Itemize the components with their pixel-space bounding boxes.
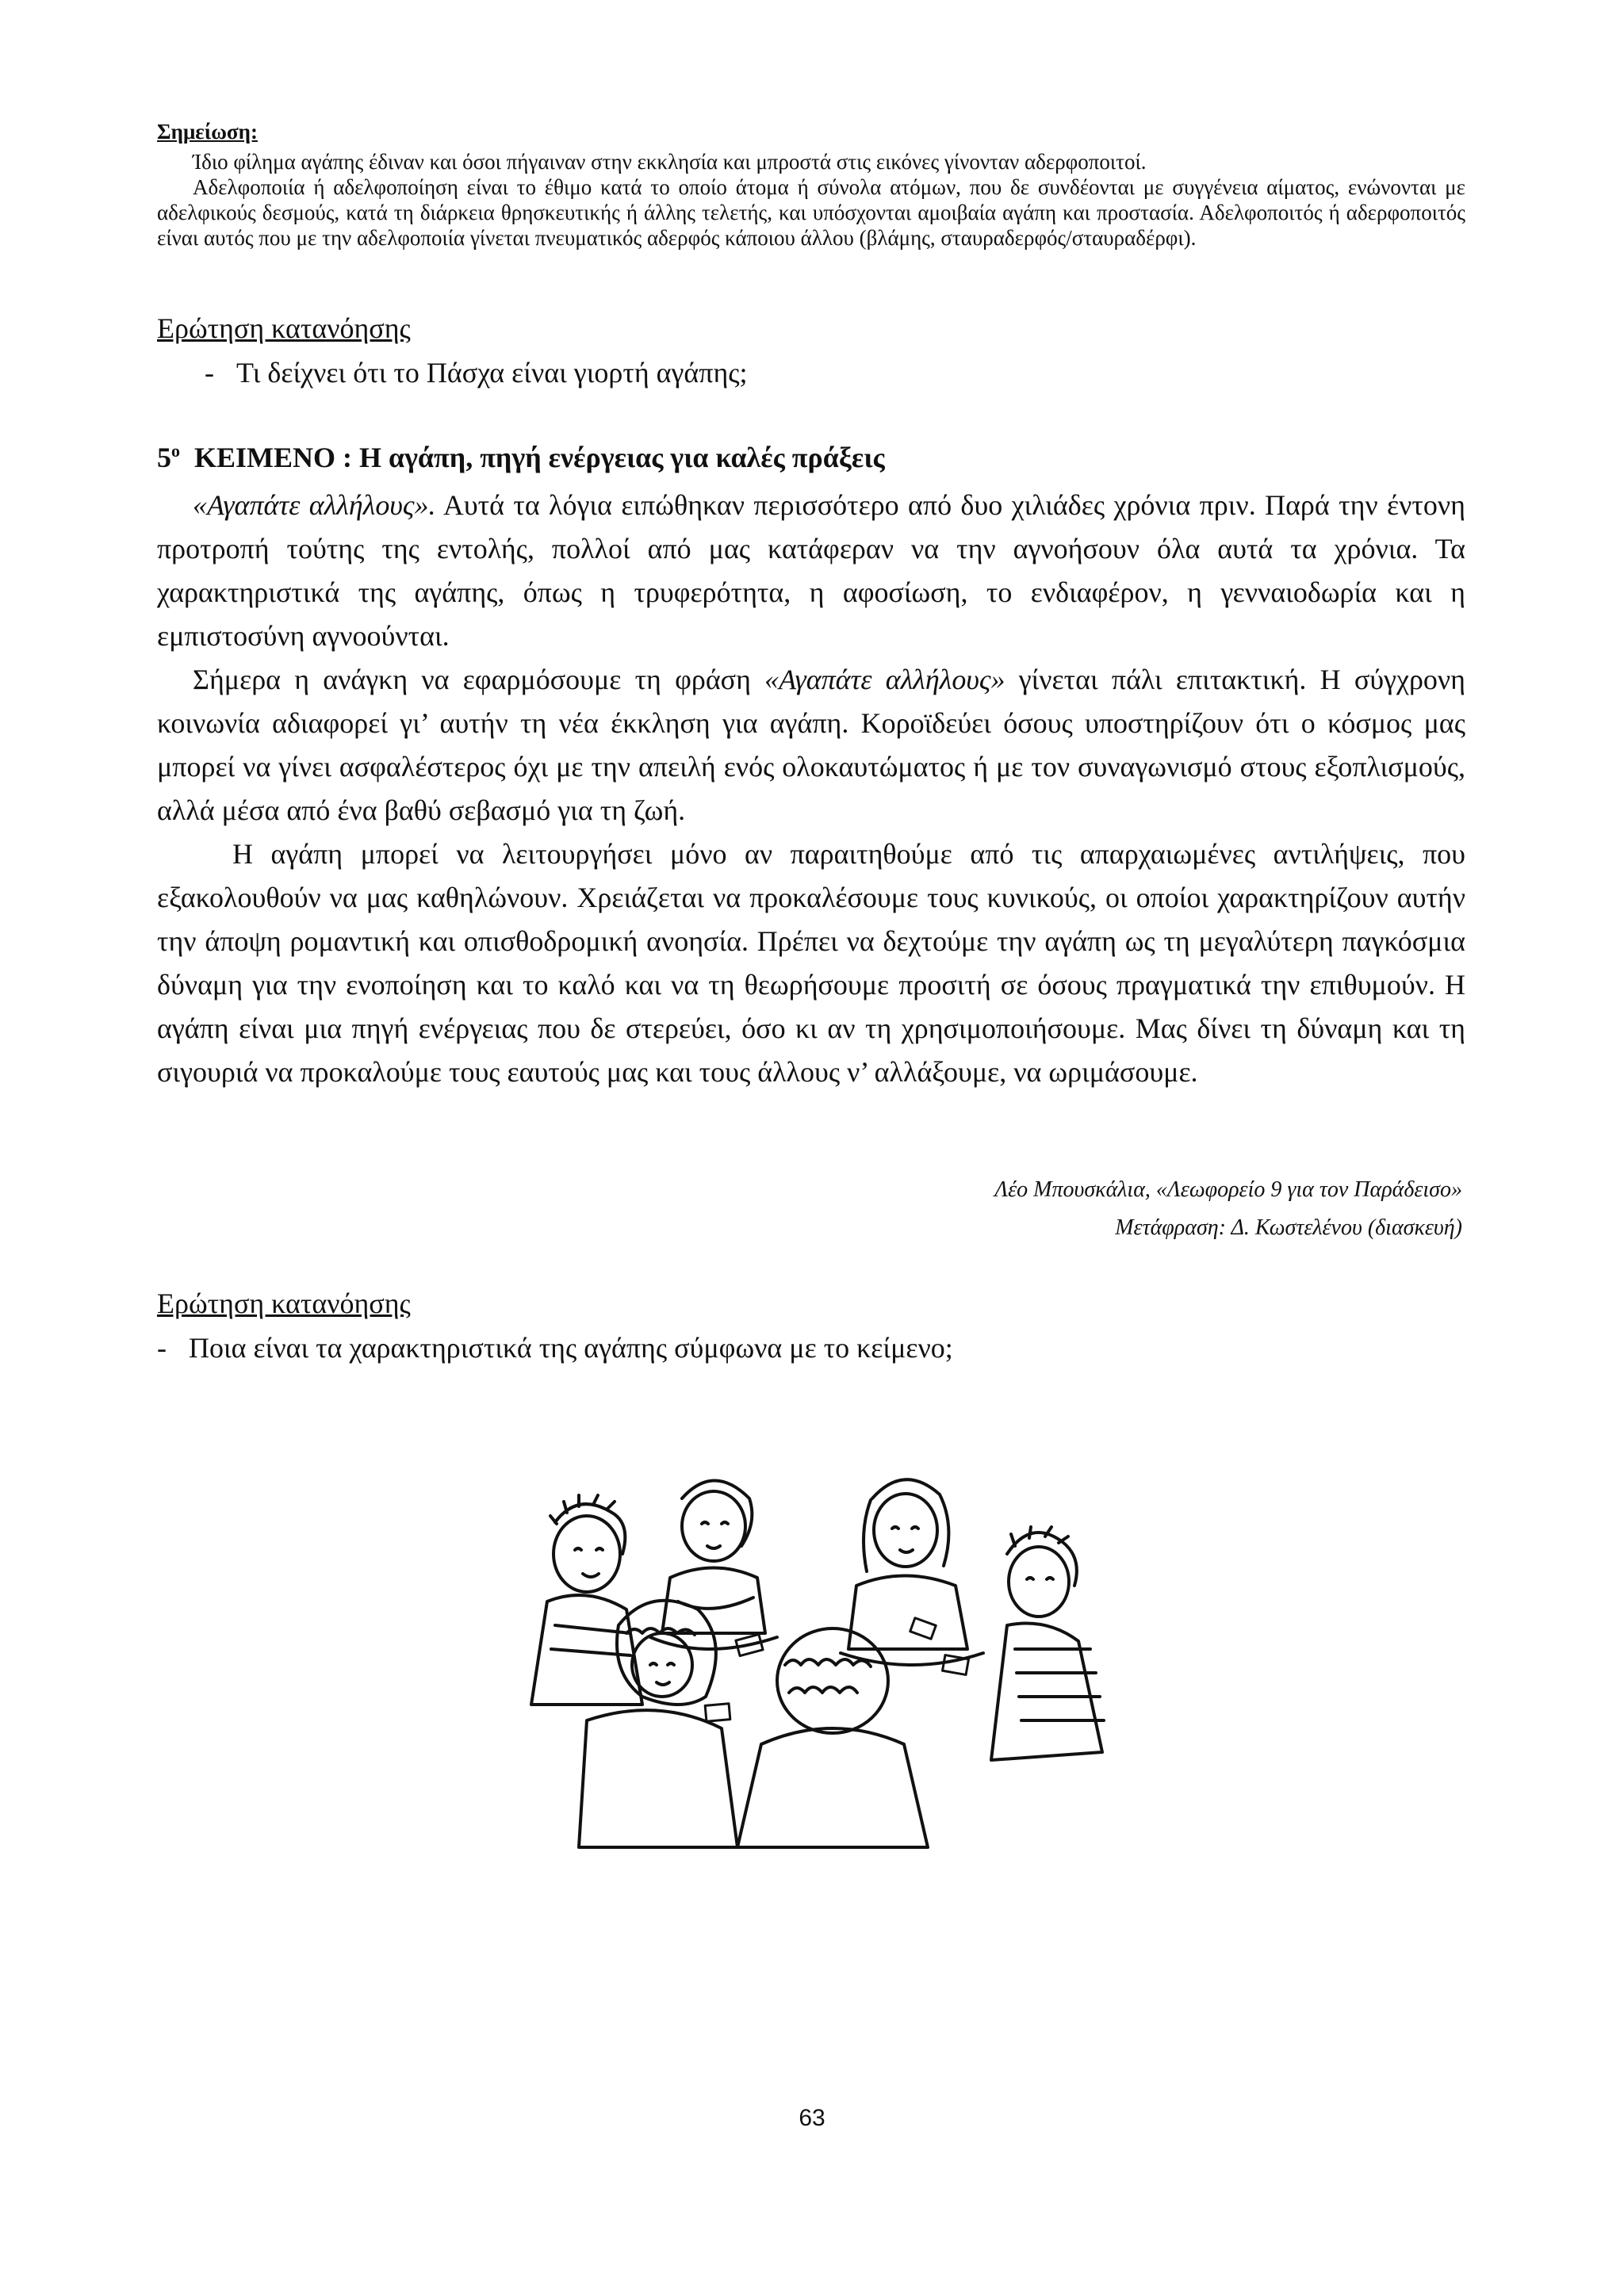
question-text: Τι δείχνει ότι το Πάσχα είναι γιορτή αγάπης; (236, 357, 748, 388)
ordinal-suffix: ο (171, 441, 180, 461)
list-dash: - (205, 357, 214, 388)
child-figure (991, 1527, 1104, 1760)
comprehension-question-heading: Ερώτηση κατανόησης (157, 1288, 411, 1319)
child-figure (737, 1628, 928, 1847)
note-heading: Σημείωση: (157, 120, 258, 144)
children-circle-illustration (500, 1467, 1134, 1879)
paragraph-2 (157, 658, 1465, 832)
paragraph-2-text: γίνεται πάλι επιτακτική. Η σύγχρονη κοινωνία αδιαφορεί γι’ αυτήν τη νέα έκκληση για αγάπη. Κοροϊδεύει όσους υποστηρίζουν ότι ο κόσμος μας μπορεί να γίνει ασφαλέστερος όχι με την απειλή ενός ολοκαυτώματος ή με τον συναγωνισμό στους εξοπλισμούς, αλλά μέσα από ένα βαθύ σεβασμό για τη ζωή. (157, 664, 1466, 826)
source-translation: Μετάφραση: Δ. Κωστελένου (διασκευή) (1115, 1215, 1462, 1240)
text-title (157, 438, 885, 477)
page-number: 63 (799, 2105, 825, 2131)
quote: «Αγαπάτε αλλήλους». (193, 489, 436, 521)
text-body (157, 484, 1465, 1094)
list-dash: - (157, 1332, 167, 1364)
quote: «Αγαπάτε αλλήλους» (764, 664, 1005, 695)
note-block (157, 119, 1465, 251)
paragraph-2-start: Σήμερα η ανάγκη να εφαρμόσουμε τη φράση (193, 664, 751, 695)
paragraph-3: Η αγάπη μπορεί να λειτουργήσει μόνο αν παραιτηθούμε από τις απαρχαιωμένες αντιλήψεις, που εξακολουθούν να μας καθηλώνουν. Χρειάζεται να προκαλέσουμε τους κυνικούς, οι οποίοι χαρακτηρίζουν αυτήν την άποψη ρομαντική και οπισθοδρομική ανοησία. Πρέπει να δεχτούμε την αγάπη ως τη μεγαλύτερη παγκόσμια δύναμη για την ενοποίηση και το καλό και να τη θεωρήσουμε προσιτή σε όσους πραγματικά την επιθυμούν. Η αγάπη είναι μια πηγή ενέργειας που δε στερεύει, όσο κι αν τη χρησιμοποιήσουμε. Μας δίνει τη δύναμη και τη σιγουριά να προκαλούμε τους εαυτούς μας και τους άλλους ν’ αλλάξουμε, να ωριμάσουμε. (157, 838, 1465, 1088)
question-text: Ποια είναι τα χαρακτηριστικά της αγάπης σύμφωνα με το κείμενο; (189, 1332, 953, 1364)
comprehension-question-item (205, 355, 748, 390)
comprehension-question-item (157, 1330, 953, 1365)
comprehension-question-heading: Ερώτηση κατανόησης (157, 312, 411, 344)
paragraph-1-text: Αυτά τα λόγια ειπώθηκαν περισσότερο από δυο χιλιάδες χρόνια πριν. Παρά την έντονη προτροπή τούτης της εντολής, πολλοί από μας κατάφεραν να την αγνοήσουν όλα αυτά τα χρόνια. Τα χαρακτηριστικά της αγάπης, όπως η τρυφερότητα, η αφοσίωση, το ενδιαφέρον, η γενναιοδωρία και η εμπιστοσύνη αγνοούνται. (157, 489, 1465, 652)
child-figure (579, 1601, 737, 1847)
paragraph-1 (157, 484, 1465, 658)
child-figure (650, 1481, 777, 1650)
source-author: Λέο Μπουσκάλια, «Λεωφορείο 9 για τον Παράδεισο» (994, 1177, 1462, 1202)
text-title-label: ΚΕΙΜΕΝΟ : Η αγάπη, πηγή ενέργειας για καλές πράξεις (194, 442, 885, 473)
note-paragraph: Αδελφοποιία ή αδελφοποίηση είναι το έθιμο κατά το οποίο άτομα ή σύνολα ατόμων, που δε συνδέονται με συγγένεια αίματος, ενώνονται με αδελφικούς δεσμούς, κατά τη διάρκεια θρησκευτικής ή άλλης τελετής, και υπόσχονται αμοιβαία αγάπη και προστασία. Αδελφοποιτός ή αδερφοποιτός είναι αυτός που με την αδελφοποιία γίνεται πνευματικός αδερφός κάποιου άλλου (βλάμης, σταυραδερφός/σταυραδέρφι). (157, 175, 1465, 250)
child-figure (531, 1495, 642, 1705)
text-number: 5 (157, 442, 171, 473)
note-first-line: Ίδιο φίλημα αγάπης έδιναν και όσοι πήγαιναν στην εκκλησία και μπροστά στις εικόνες γίνονταν αδερφοποιτοί. (193, 150, 1147, 174)
